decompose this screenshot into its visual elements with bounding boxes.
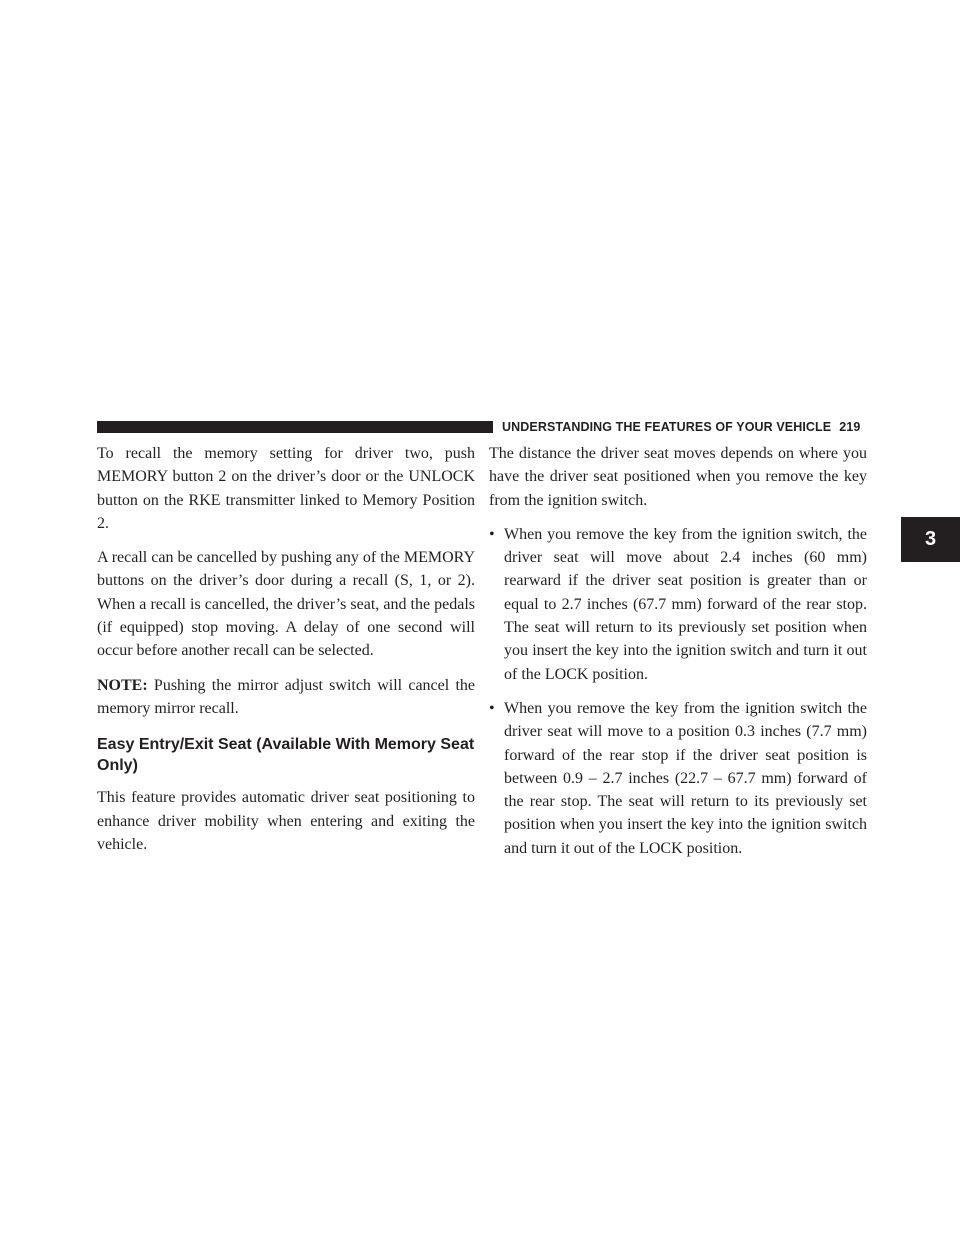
section-title: UNDERSTANDING THE FEATURES OF YOUR VEHICLE bbox=[502, 420, 832, 434]
bullet-list bbox=[489, 523, 867, 860]
note-text: Pushing the mirror adjust switch will cancel the memory mirror recall. bbox=[97, 676, 475, 717]
chapter-tab: 3 bbox=[901, 517, 960, 562]
bullet-icon: • bbox=[489, 699, 495, 717]
running-header bbox=[502, 418, 861, 436]
right-column bbox=[489, 442, 867, 871]
list-item bbox=[489, 697, 867, 860]
list-item bbox=[489, 523, 867, 686]
paragraph-recall-cancel: A recall can be cancelled by pushing any of the MEMORY buttons on the driver’s door during a recall (S, 1, or 2). When a recall is cancelled, the driver’s seat, and the pedals (if equipped) stop moving. A delay of one second will occur before another recall can be selected. bbox=[97, 549, 475, 660]
paragraph-recall-driver-two: To recall the memory setting for driver two, push MEMORY button 2 on the driver’s door or the UNLOCK button on the RKE transmitter linked to Memory Position 2. bbox=[97, 445, 475, 532]
paragraph-easy-entry: This feature provides automatic driver seat positioning to enhance driver mobility when entering and exiting the vehicle. bbox=[97, 789, 475, 853]
paragraph-seat-distance: The distance the driver seat moves depends on where you have the driver seat positioned when you remove the key from the ignition switch. bbox=[489, 445, 867, 509]
header-rule bbox=[97, 421, 493, 433]
page-number: 219 bbox=[839, 420, 861, 434]
bullet-icon: • bbox=[489, 525, 495, 543]
list-item-text: When you remove the key from the ignition switch the driver seat will move to a position 0.3 inches (7.7 mm) forward of the rear stop if the driver seat position is between 0.9 – 2.7 inches (22.7 – 67.7 mm) forward of the rear stop. The seat will return to its previously set position when you insert the key into the ignition switch and turn it out of the LOCK position. bbox=[504, 699, 867, 857]
note-paragraph bbox=[97, 674, 475, 721]
note-label: NOTE: bbox=[97, 676, 148, 694]
list-item-text: When you remove the key from the ignition switch, the driver seat will move about 2.4 inches (60 mm) rearward if the driver seat position is greater than or equal to 2.7 inches (67.7 mm) forward of the rear stop. The seat will return to its previously set position when you insert the key into the ignition switch and turn it out of the LOCK position. bbox=[504, 525, 867, 683]
section-heading: Easy Entry/Exit Seat (Available With Memory Seat Only) bbox=[97, 736, 475, 775]
left-column bbox=[97, 442, 475, 867]
